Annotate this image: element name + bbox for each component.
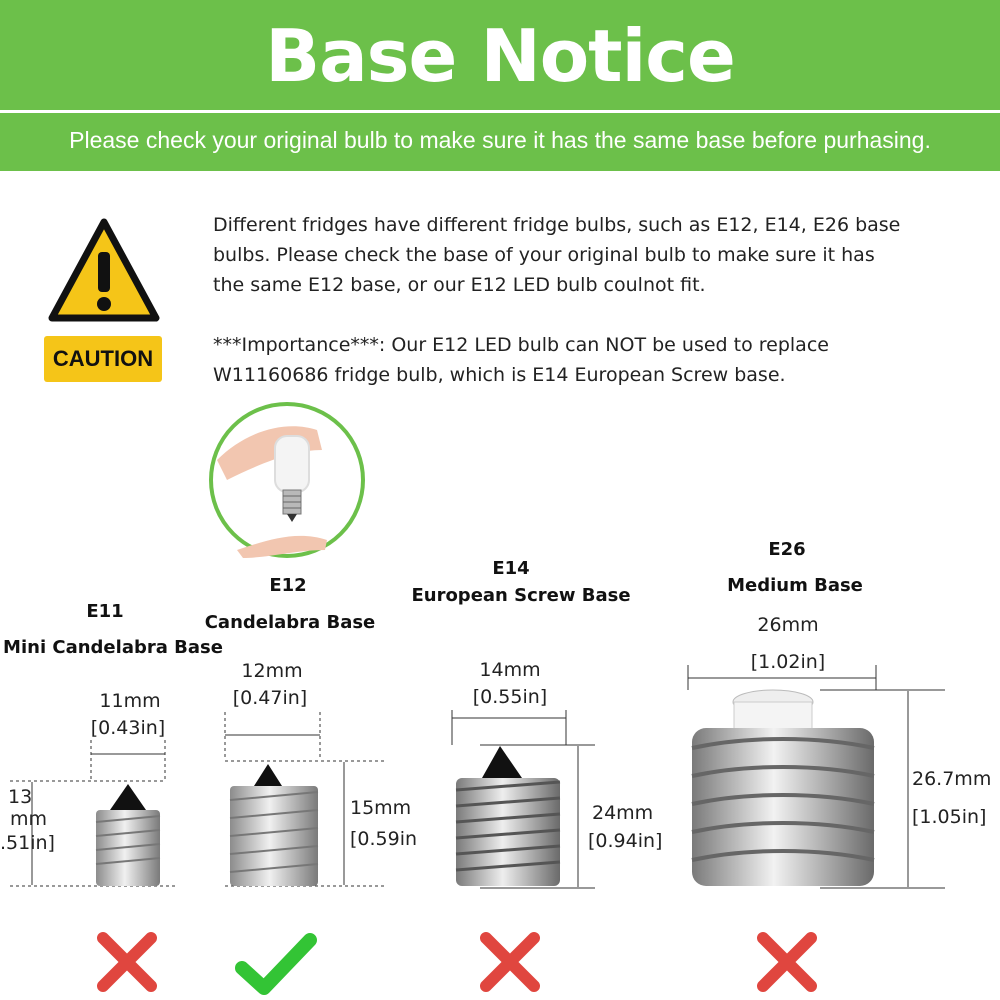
e26-cross-icon bbox=[755, 930, 819, 994]
importance-line-2: W11160686 fridge bulb, which is E14 European Screw base. bbox=[213, 364, 786, 386]
e11-code: E11 bbox=[86, 601, 124, 622]
e11-height-mm-unit: mm bbox=[10, 808, 48, 830]
e26-width-in: [1.02in] bbox=[750, 651, 826, 673]
e14-width-in: [0.55in] bbox=[472, 686, 548, 708]
description-line-3: the same E12 base, or our E12 LED bulb coulnot fit. bbox=[213, 274, 706, 296]
e26-bulb-base-image bbox=[688, 688, 878, 888]
e11-name: Mini Candelabra Base bbox=[3, 637, 223, 658]
e14-name: European Screw Base bbox=[411, 585, 631, 606]
e11-width-mm: 11mm bbox=[99, 690, 161, 712]
e14-width-mm: 14mm bbox=[479, 659, 541, 681]
page-title: Base Notice bbox=[265, 14, 735, 98]
e26-width-mm: 26mm bbox=[757, 614, 819, 636]
e12-name: Candelabra Base bbox=[204, 612, 376, 633]
e26-height-mm: 26.7mm bbox=[912, 768, 992, 790]
e11-height-in: .51in] bbox=[0, 832, 55, 854]
e14-height-mm: 24mm bbox=[592, 802, 654, 824]
e11-height-mm: 13 bbox=[8, 786, 33, 808]
e11-width-in: [0.43in] bbox=[90, 717, 166, 739]
e14-cross-icon bbox=[478, 930, 542, 994]
description-line-2: bulbs. Please check the base of your original bulb to make sure it has bbox=[213, 244, 875, 266]
e26-name: Medium Base bbox=[727, 575, 863, 596]
e12-width-mm: 12mm bbox=[241, 660, 303, 682]
e12-height-in: [0.59in bbox=[350, 828, 418, 850]
e12-code: E12 bbox=[269, 575, 307, 596]
e11-cross-icon bbox=[95, 930, 159, 994]
e14-height-in: [0.94in] bbox=[588, 830, 663, 852]
e12-width-in: [0.47in] bbox=[232, 687, 308, 709]
e26-code: E26 bbox=[768, 539, 806, 560]
e12-check-icon bbox=[236, 934, 316, 996]
e26-height-in: [1.05in] bbox=[912, 806, 987, 828]
e14-code: E14 bbox=[492, 558, 530, 579]
subtitle-text: Please check your original bulb to make sure it has the same base before purhasing. bbox=[69, 127, 931, 153]
description-line-1: Different fridges have different fridge bulbs, such as E12, E14, E26 base bbox=[213, 214, 901, 236]
caution-label: CAUTION bbox=[52, 346, 154, 371]
importance-line-1: ***Importance***: Our E12 LED bulb can NOT be used to replace bbox=[213, 334, 829, 356]
e12-height-mm: 15mm bbox=[350, 797, 412, 819]
